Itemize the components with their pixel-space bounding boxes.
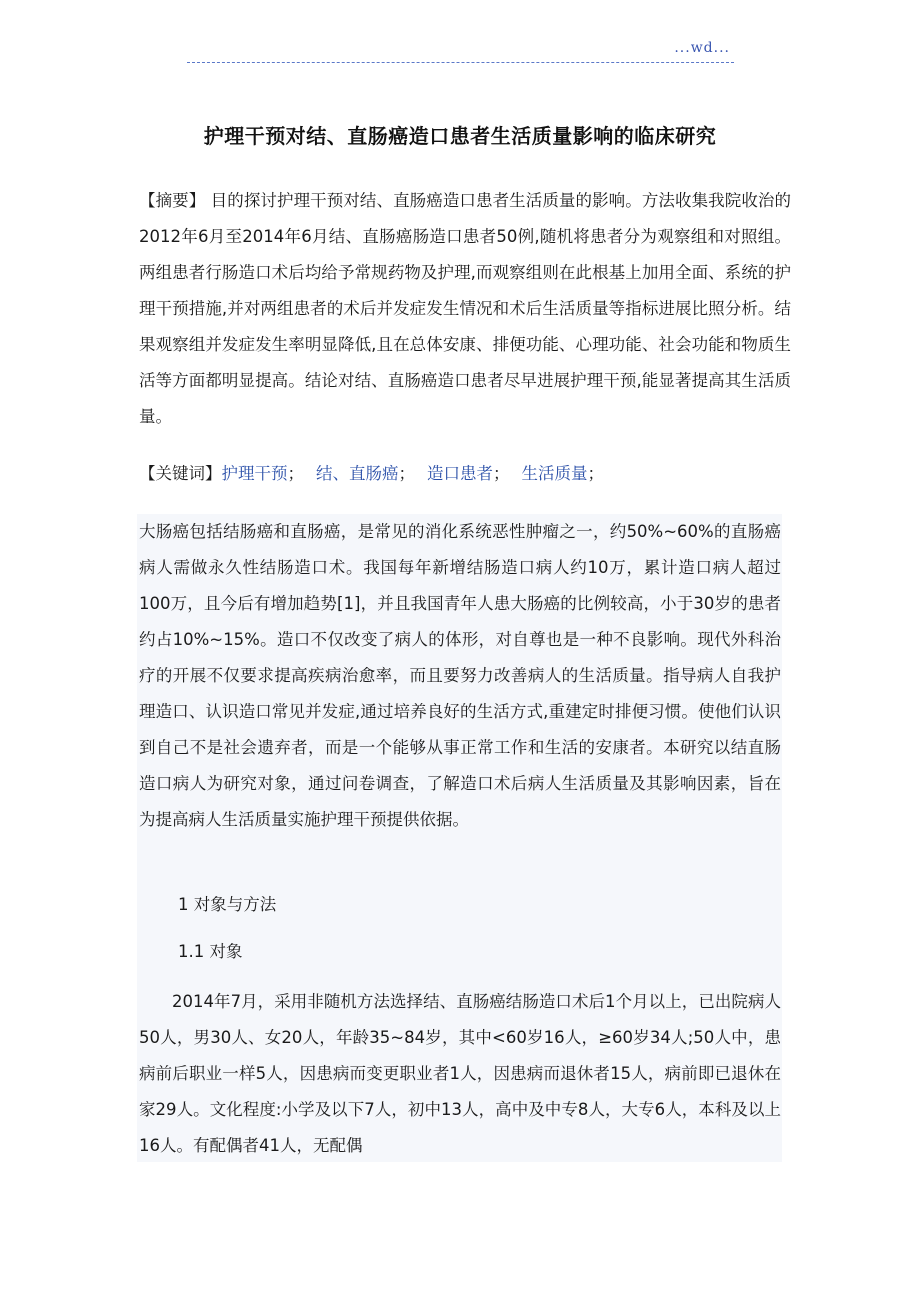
keyword-separator: ； [398,464,415,483]
methods-paragraph: 2014年7月，采用非随机方法选择结、直肠癌结肠造口术后1个月以上，已出院病人50人，男30人、女20人，年龄35~84岁，其中<60岁16人，≥60岁34人;50人中，患病前后职业一样5人，因患病而变更职业者1人，因患病而退休者15人，病前即已退休在家29人。文化程度:小学及以下7人，初中13人，高中及中专8人，大专6人，本科及以上16人。有配偶者41人，无配偶 [139,992,781,1155]
intro-paragraph: 大肠癌包括结肠癌和直肠癌，是常见的消化系统恶性肿瘤之一，约50%~60%的直肠癌病人需做永久性结肠造口术。我国每年新增结肠造口病人约10万，累计造口病人超过100万，且今后有增加趋势[1]，并且我国青年人患大肠癌的比例较高，小于30岁的患者约占10%~15%。造口不仅改变了病人的体形，对自尊也是一种不良影响。现代外科治疗的开展不仅要求提高疾病治愈率，而且要努力改善病人的生活质量。指导病人自我护理造口、认识造口常见并发症,通过培养良好的生活方式,重建定时排便习惯。使他们认识到自己不是社会遗弃者，而是一个能够从事正常工作和生活的安康者。本研究以结直肠造口病人为研究对象，通过问卷调查，了解造口术后病人生活质量及其影响因素，旨在为提高病人生活质量实施护理干预提供依据。 [139,522,781,829]
keyword-link[interactable]: 结、直肠癌 [316,464,399,483]
abstract-paragraph: 【摘要】 目的探讨护理干预对结、直肠癌造口患者生活质量的影响。方法收集我院收治的2012年6月至2014年6月结、直肠癌肠造口患者50例,随机将患者分为观察组和对照组。两组患者行肠造口术后均给予常规药物及护理,而观察组则在此根基上加用全面、系统的护理干预措施,并对两组患者的术后并发症发生情况和术后生活质量等指标进展比照分析。结果观察组并发症发生率明显降低,且在总体安康、排便功能、心理功能、社会功能和物质生活等方面都明显提高。结论对结、直肠癌造口患者尽早进展护理干预,能显著提高其生活质量。 [139,191,791,426]
header-watermark [187,38,734,63]
header-mark-text: ...wd... [674,40,730,56]
subsection-heading: 1.1 对象 [178,942,243,961]
keyword-link[interactable]: 生活质量 [521,464,588,483]
keyword-separator: ； [493,464,510,483]
section-heading: 1 对象与方法 [178,895,277,914]
page-title: 护理干预对结、直肠癌造口患者生活质量影响的临床研究 [203,124,717,148]
keyword-separator: ； [587,464,604,483]
keyword-link[interactable]: 护理干预 [221,464,288,483]
keywords-label: 【关键词】 [139,464,222,483]
keyword-separator: ； [287,464,304,483]
keywords-line [139,459,791,489]
keyword-link[interactable]: 造口患者 [427,464,493,483]
